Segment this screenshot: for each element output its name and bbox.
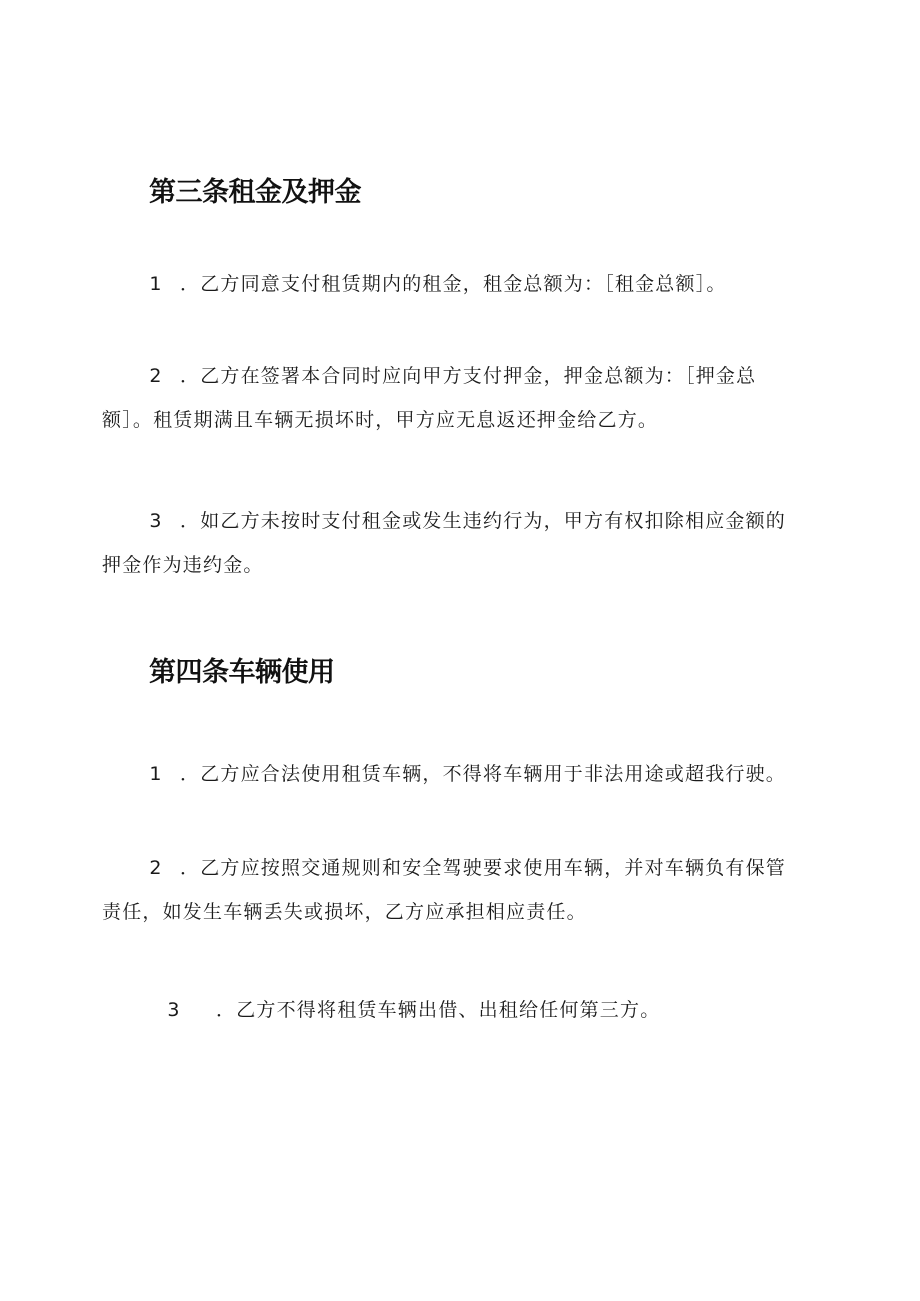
clause-line	[102, 499, 818, 543]
clause-text: ．乙方在签署本合同时应向甲方支付押金，押金总额为：［押金总	[180, 365, 757, 387]
clause-line	[102, 354, 818, 398]
clause-line	[102, 752, 818, 796]
clause-4-3	[102, 988, 818, 1032]
section-heading-rent-deposit: 第三条租金及押金	[149, 177, 361, 208]
clause-number: 1	[149, 273, 163, 295]
clause-line	[102, 262, 818, 306]
clause-line	[102, 398, 818, 442]
clause-text: 责任，如发生车辆丢失或损坏，乙方应承担相应责任。	[102, 901, 587, 923]
clause-4-1	[102, 752, 818, 796]
clause-4-2	[102, 846, 818, 934]
clause-text: ．乙方不得将租赁车辆出借、出租给任何第三方。	[216, 999, 661, 1021]
clause-number: 3	[167, 999, 181, 1021]
clause-text: ．乙方应按照交通规则和安全驾驶要求使用车辆，并对车辆负有保管	[180, 857, 787, 879]
clause-3-1	[102, 262, 818, 306]
clause-text: ．乙方应合法使用租赁车辆，不得将车辆用于非法用途或超我行驶。	[180, 763, 787, 785]
clause-text: 额］。租赁期满且车辆无损坏时，甲方应无息返还押金给乙方。	[102, 409, 659, 431]
clause-line	[102, 846, 818, 890]
clause-number: 3	[149, 510, 163, 532]
clause-text: 押金作为违约金。	[102, 554, 264, 576]
clause-line	[102, 890, 818, 934]
clause-3-3	[102, 499, 818, 587]
clause-text: ．如乙方未按时支付租金或发生违约行为，甲方有权扣除相应金额的	[180, 510, 787, 532]
clause-line	[102, 988, 818, 1032]
clause-number: 1	[149, 763, 163, 785]
clause-number: 2	[149, 365, 163, 387]
clause-line	[102, 543, 818, 587]
clause-3-2	[102, 354, 818, 442]
section-heading-vehicle-use: 第四条车辆使用	[149, 657, 335, 688]
clause-text: ．乙方同意支付租赁期内的租金，租金总额为：［租金总额］。	[180, 273, 727, 295]
clause-number: 2	[149, 857, 163, 879]
